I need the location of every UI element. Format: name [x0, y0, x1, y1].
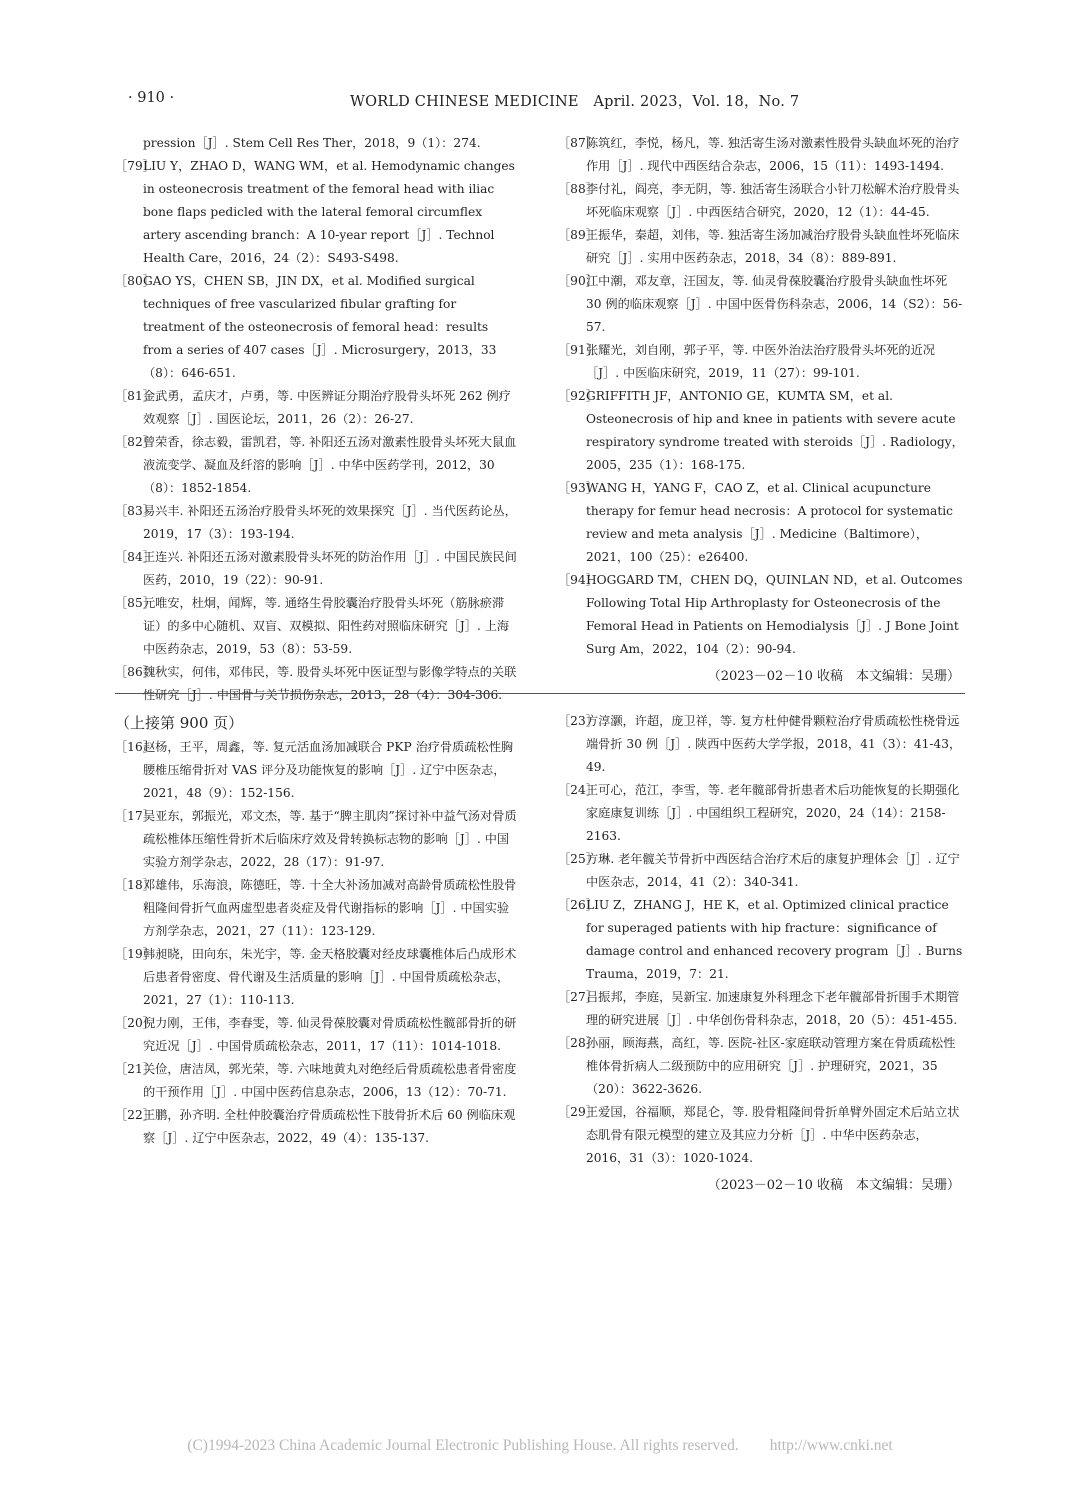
reference-text: 王鹏，孙齐明. 全杜仲胶囊治疗骨质疏松性下肢骨折术后 60 例临床观察［J］. 辽宁中医杂志，2022，49（4）：135-137. [143, 1108, 516, 1145]
reference-item [115, 874, 521, 943]
reference-number: ［93］ [558, 481, 598, 495]
reference-item [558, 339, 966, 385]
reference-number: ［94］ [558, 573, 598, 587]
reference-item [115, 132, 521, 155]
reference-text: 陈筑红，李悦，杨凡，等. 独活寄生汤对激素性股骨头缺血坏死的治疗作用［J］. 现代中西医结合杂志，2006，15（11）：1493-1494. [586, 136, 960, 173]
references-top-left [115, 132, 521, 707]
reference-item [115, 546, 521, 592]
reference-text: 吕振邦，李庭，吴新宝. 加速康复外科理念下老年髋部骨折围手术期管理的研究进展［J］. 中华创伤骨科杂志，2018，20（5）：451-455. [586, 990, 960, 1027]
reference-text: 王爱国，谷福顺，郑昆仑，等. 股骨粗隆间骨折单臂外固定术后站立状态肌骨有限元模型的建立及其应力分析［J］. 中华中医药杂志，2016，31（3）：1020-1024. [586, 1105, 960, 1165]
reference-number: ［28］ [558, 1036, 598, 1050]
reference-text: LIU Y，ZHAO D，WANG WM，et al. Hemodynamic changes in osteonecrosis treatment of the femoral head with iliac bone flaps pedicled with the lateral femoral circumflex artery ascending branch：A 10-year report［J］. Technol Health Care，2016，24（2）：S493-S498. [143, 159, 515, 265]
journal-title: WORLD CHINESE MEDICINE April. 2023，Vol. 18，No. 7 [350, 94, 800, 110]
continued-from-note: （上接第 900 页） [115, 714, 244, 732]
reference-number: ［92］ [558, 389, 598, 403]
reference-item [115, 661, 521, 707]
reference-item [558, 986, 966, 1032]
reference-number: ［88］ [558, 182, 598, 196]
reference-item [115, 592, 521, 661]
reference-text: 王振华，秦超，刘伟，等. 独活寄生汤加减治疗股骨头缺血性坏死临床研究［J］. 实用中医药杂志，2018，34（8）：889-891. [586, 228, 960, 265]
reference-item [558, 569, 966, 661]
reference-text: 方琳. 老年髋关节骨折中西医结合治疗术后的康复护理体会［J］. 辽宁中医杂志，2014，41（2）：340-341. [586, 852, 960, 889]
reference-text: 韩昶晓，田向东，朱光宇，等. 金天格胶囊对经皮球囊椎体后凸成形术后患者骨密度、骨代谢及生活质量的影响［J］. 中国骨质疏松杂志，2021，27（1）：110-113. [143, 947, 517, 1007]
reference-item [558, 1032, 966, 1101]
reference-item [558, 132, 966, 178]
reference-number: ［84］ [115, 550, 155, 564]
reference-item [115, 736, 521, 805]
reference-item [558, 710, 966, 779]
reference-item [115, 155, 521, 270]
reference-text: pression［J］. Stem Cell Res Ther，2018，9（1）：274. [143, 136, 481, 150]
reference-number: ［91］ [558, 343, 598, 357]
reference-item [558, 224, 966, 270]
reference-number: ［21］ [115, 1062, 155, 1076]
reference-text: 曾荣香，徐志毅，雷凯君，等. 补阳还五汤对激素性股骨头坏死大鼠血液流变学、凝血及纤溶的影响［J］. 中华中医药学刊，2012，30（8）：1852-1854. [143, 435, 517, 495]
reference-item [115, 1058, 521, 1104]
reference-text: 吴亚东，郭振光，邓文杰，等. 基于“脾主肌肉”探讨补中益气汤对骨质疏松椎体压缩性骨折术后临床疗效及骨转换标志物的影响［J］. 中国实验方剂学杂志，2022，28（17）：91-97. [143, 809, 517, 869]
reference-number: ［25］ [558, 852, 598, 866]
reference-number: ［80］ [115, 274, 155, 288]
reference-number: ［19］ [115, 947, 155, 961]
reference-number: ［83］ [115, 504, 155, 518]
reference-item [115, 270, 521, 385]
reference-item [558, 894, 966, 986]
reference-text: 王连兴. 补阳还五汤对激素股骨头坏死的防治作用［J］. 中国民族民间医药，2010，19（22）：90-91. [143, 550, 517, 587]
reference-number: ［18］ [115, 878, 155, 892]
reference-text: 倪力刚，王伟，李春雯，等. 仙灵骨葆胶囊对骨质疏松性髋部骨折的研究近况［J］. 中国骨质疏松杂志，2011，17（11）：1014-1018. [143, 1016, 517, 1053]
references-bottom-left [115, 712, 521, 1150]
reference-number: ［16］ [115, 740, 155, 754]
reference-item [115, 431, 521, 500]
reference-item [558, 848, 966, 894]
references-bottom-right [558, 710, 966, 1197]
reference-text: 关俭，唐洁凤，郭光荣，等. 六味地黄丸对绝经后骨质疏松患者骨密度的干预作用［J］. 中国中医药信息杂志，2006，13（12）：70-71. [143, 1062, 517, 1099]
reference-number: ［89］ [558, 228, 598, 242]
copyright-footer: (C)1994-2023 China Academic Journal Electronic Publishing House. All rights reserved. http://www.cnki.net [187, 1437, 893, 1454]
reference-text: GRIFFITH JF，ANTONIO GE，KUMTA SM，et al. Osteonecrosis of hip and knee in patients with severe acute respiratory syndrome treated with steroids［J］. Radiology，2005，235（1）：168-175. [586, 389, 964, 472]
reference-item [115, 943, 521, 1012]
reference-text: WANG H，YANG F，CAO Z，et al. Clinical acupuncture therapy for femur head necrosis：A protocol for systematic review and meta analysis［J］. Medicine（Baltimore），2021，100（25）：e26400. [586, 481, 953, 564]
reference-text: 江中潮，邓友章，汪国友，等. 仙灵骨葆胶囊治疗股骨头缺血性坏死 30 例的临床观察［J］. 中国中医骨伤科杂志，2006，14（S2）：56-57. [586, 274, 963, 334]
received-note-2: （2023－02－10 收稿 本文编辑：吴珊） [707, 1178, 960, 1193]
reference-text: 金武勇，孟庆才，卢勇，等. 中医辨证分期治疗股骨头坏死 262 例疗效观察［J］. 国医论坛，2011，26（2）：26-27. [143, 389, 511, 426]
reference-number: ［90］ [558, 274, 598, 288]
reference-number: ［79］ [115, 159, 155, 173]
reference-item [115, 1104, 521, 1150]
reference-item [558, 270, 966, 339]
reference-number: ［85］ [115, 596, 155, 610]
reference-number: ［26］ [558, 898, 598, 912]
reference-item [115, 385, 521, 431]
reference-item [558, 385, 966, 477]
reference-text: 王可心，范江，李雪，等. 老年髋部骨折患者术后功能恢复的长期强化家庭康复训练［J］. 中国组织工程研究，2020，24（14）：2158-2163. [586, 783, 960, 843]
reference-text: 方淳灏，许超，庞卫祥，等. 复方杜仲健骨颗粒治疗骨质疏松性桡骨远端骨折 30 例［J］. 陕西中医药大学学报，2018，41（3）：41-43，49. [586, 714, 962, 774]
reference-number: ［24］ [558, 783, 598, 797]
page-header [128, 88, 964, 112]
reference-text: 赵杨，王平，周鑫，等. 复元活血汤加减联合 PKP 治疗骨质疏松性胸腰椎压缩骨折对 VAS 评分及功能恢复的影响［J］. 辽宁中医杂志，2021，48（9）：152-156. [143, 740, 514, 800]
reference-item [115, 500, 521, 546]
reference-item [558, 779, 966, 848]
reference-number: ［87］ [558, 136, 598, 150]
page-number: · 910 · [128, 90, 175, 106]
reference-number: ［81］ [115, 389, 155, 403]
reference-text: 张耀光，刘自刚，郭子平，等. 中医外治法治疗股骨头坏死的近况［J］. 中医临床研究，2019，11（27）：99-101. [586, 343, 935, 380]
received-note: （2023－02－10 收稿 本文编辑：吴珊） [707, 669, 960, 684]
reference-item [558, 1101, 966, 1170]
reference-number: ［23］ [558, 714, 598, 728]
section-divider [115, 693, 965, 694]
reference-text: 魏秋实，何伟，邓伟民，等. 股骨头坏死中医证型与影像学特点的关联性研究［J］. 中国骨与关节损伤杂志，2013，28（4）：304-306. [143, 665, 517, 702]
reference-number: ［22］ [115, 1108, 155, 1122]
reference-text: 李付礼，阎亮，李无阴，等. 独活寄生汤联合小针刀松解术治疗股骨头坏死临床观察［J］. 中西医结合研究，2020，12（1）：44-45. [586, 182, 960, 219]
reference-text: LIU Z，ZHANG J，HE K，et al. Optimized clinical practice for superaged patients with hip fracture：significance of damage control and enhanced recovery program［J］. Burns Trauma，2019，7：21. [586, 898, 963, 981]
reference-text: 邓雄伟，乐海浪，陈德旺，等. 十全大补汤加减对高龄骨质疏松性股骨粗隆间骨折气血两虚型患者炎症及骨代谢指标的影响［J］. 中国实验方剂学杂志，2021，27（11）：123-129. [143, 878, 517, 938]
reference-number: ［20］ [115, 1016, 155, 1030]
reference-item [115, 1012, 521, 1058]
reference-number: ［29］ [558, 1105, 598, 1119]
reference-text: 易兴丰. 补阳还五汤治疗股骨头坏死的效果探究［J］. 当代医药论丛，2019，17（3）：193-194. [143, 504, 517, 541]
reference-item [558, 477, 966, 569]
reference-text: GAO YS，CHEN SB，JIN DX，et al. Modified surgical techniques of free vascularized fibular grafting for treatment of the osteonecrosis of femoral head：results from a series of 407 cases［J］. Microsurgery，2013，33（8）：646-651. [143, 274, 497, 380]
reference-number: ［17］ [115, 809, 155, 823]
references-top-right [558, 132, 966, 688]
reference-text: HOGGARD TM，CHEN DQ，QUINLAN ND，et al. Outcomes Following Total Hip Arthroplasty for Osteonecrosis of the Femoral Head in Patients on Hemodialysis［J］. J Bone Joint Surg Am，2022，104（2）：90-94. [586, 573, 963, 656]
reference-number: ［86］ [115, 665, 155, 679]
reference-item [558, 178, 966, 224]
reference-number: ［82］ [115, 435, 155, 449]
reference-item [115, 805, 521, 874]
reference-text: 元唯安，杜炯，闻辉，等. 通络生骨胶囊治疗股骨头坏死（筋脉瘀滞证）的多中心随机、双盲、双模拟、阳性药对照临床研究［J］. 上海中医药杂志，2019，53（8）：53-59. [143, 596, 510, 656]
reference-number: ［27］ [558, 990, 598, 1004]
reference-text: 孙丽，顾海燕，高红，等. 医院-社区-家庭联动管理方案在骨质疏松性椎体骨折病人二级预防中的应用研究［J］. 护理研究，2021，35（20）：3622-3626. [586, 1036, 956, 1096]
